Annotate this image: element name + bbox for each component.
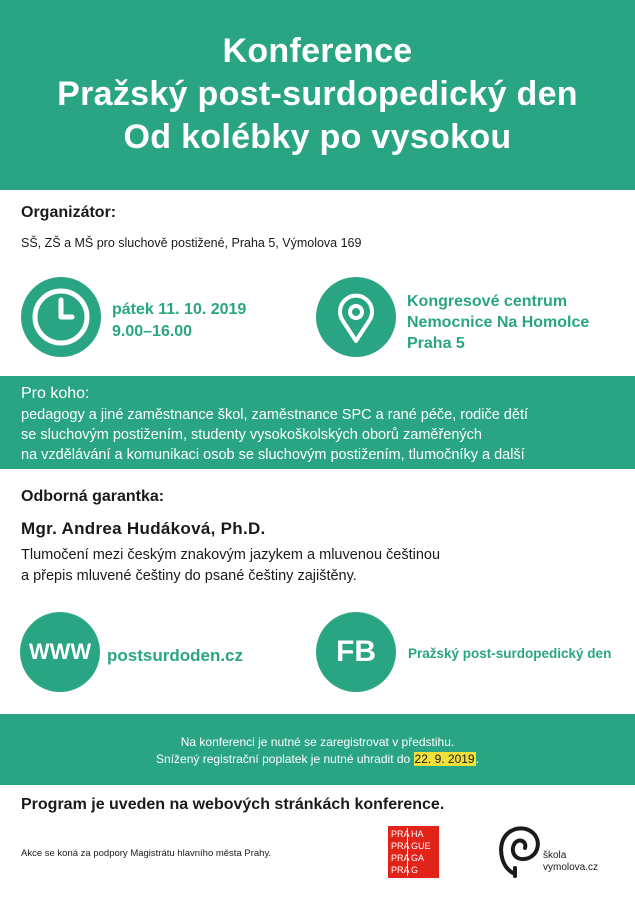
- praha-logo-cell: PRA: [391, 829, 410, 839]
- praha-logo-cell: PRA: [391, 853, 410, 863]
- praha-logo: [388, 826, 439, 878]
- interpreting-line1: Tlumočení mezi českým znakovým jazykem a mluvenou češtinou: [21, 547, 441, 563]
- registration-band: [0, 714, 635, 785]
- school-spiral-icon: [497, 822, 543, 878]
- conference-subtitle: Od kolébky po vysokou: [123, 118, 512, 156]
- praha-logo-cell: PRA: [391, 865, 410, 875]
- clock-icon: [21, 277, 101, 357]
- website-link[interactable]: postsurdoden.cz: [107, 646, 244, 665]
- www-badge[interactable]: [20, 612, 100, 692]
- facebook-badge[interactable]: [316, 612, 396, 692]
- registration-line2: [0, 752, 635, 766]
- venue-line2: Nemocnice Na Homolce: [407, 314, 590, 331]
- venue-line1: Kongresové centrum: [407, 293, 568, 310]
- registration-line1: Na konferenci je nutné se zaregistrovat v předstihu.: [180, 735, 455, 749]
- praha-logo-row: [391, 864, 437, 876]
- conference-title: Pražský post-surdopedický den: [57, 75, 578, 113]
- praha-logo-cell: HA: [411, 829, 424, 839]
- event-time: 9.00–16.00: [112, 323, 193, 340]
- www-badge-label: WWW: [28, 639, 92, 664]
- guarantor-name: Mgr. Andrea Hudáková, Ph.D.: [21, 519, 266, 538]
- facebook-badge-label: FB: [336, 635, 376, 668]
- registration-line2-end: .: [475, 752, 479, 766]
- school-logo: [497, 822, 607, 882]
- school-logo-line2: vymolova.cz: [543, 862, 599, 873]
- praha-logo-row: [391, 840, 437, 852]
- header-banner: [0, 0, 635, 190]
- organizer-text: SŠ, ZŠ a MŠ pro sluchově postižené, Praha 5, Výmolova 169: [21, 236, 362, 250]
- organizer-heading: Organizátor:: [21, 204, 117, 221]
- support-note: Akce se koná za podpory Magistrátu hlavního města Prahy.: [21, 848, 272, 859]
- venue-line3: Praha 5: [407, 335, 465, 352]
- interpreting-line2: a přepis mluvené češtiny do psané češtiny zajištěny.: [21, 568, 357, 584]
- conference-label: Konference: [222, 32, 413, 70]
- praha-logo-row: [391, 828, 437, 840]
- audience-heading: Pro koho:: [21, 385, 90, 402]
- praha-logo-row: [391, 852, 437, 864]
- audience-line3: na vzdělávání a komunikaci osob se sluchovým postižením, tlumočníky a další: [21, 447, 525, 463]
- registration-deadline: 22. 9. 2019: [414, 752, 475, 766]
- audience-band: [0, 376, 635, 469]
- facebook-link[interactable]: Pražský post-surdopedický den: [408, 646, 612, 661]
- audience-line2: se sluchovým postižením, studenty vysokoškolských oborů zaměřených: [21, 427, 482, 443]
- registration-line2-text: Snížený registrační poplatek je nutné uhradit do: [156, 752, 414, 766]
- praha-logo-cell: G: [411, 865, 419, 875]
- praha-logo-cell: PRA: [391, 841, 410, 851]
- guarantor-heading: Odborná garantka:: [21, 488, 165, 505]
- audience-line1: pedagogy a jiné zaměstnance škol, zaměstnance SPC a rané péče, rodiče dětí: [21, 407, 528, 423]
- program-note: Program je uveden na webových stránkách konference.: [21, 796, 445, 813]
- school-logo-line1: škola: [543, 850, 567, 861]
- praha-logo-cell: GUE: [411, 841, 431, 851]
- praha-logo-cell: GA: [411, 853, 425, 863]
- event-date: pátek 11. 10. 2019: [112, 301, 247, 318]
- location-pin-icon: [316, 277, 396, 357]
